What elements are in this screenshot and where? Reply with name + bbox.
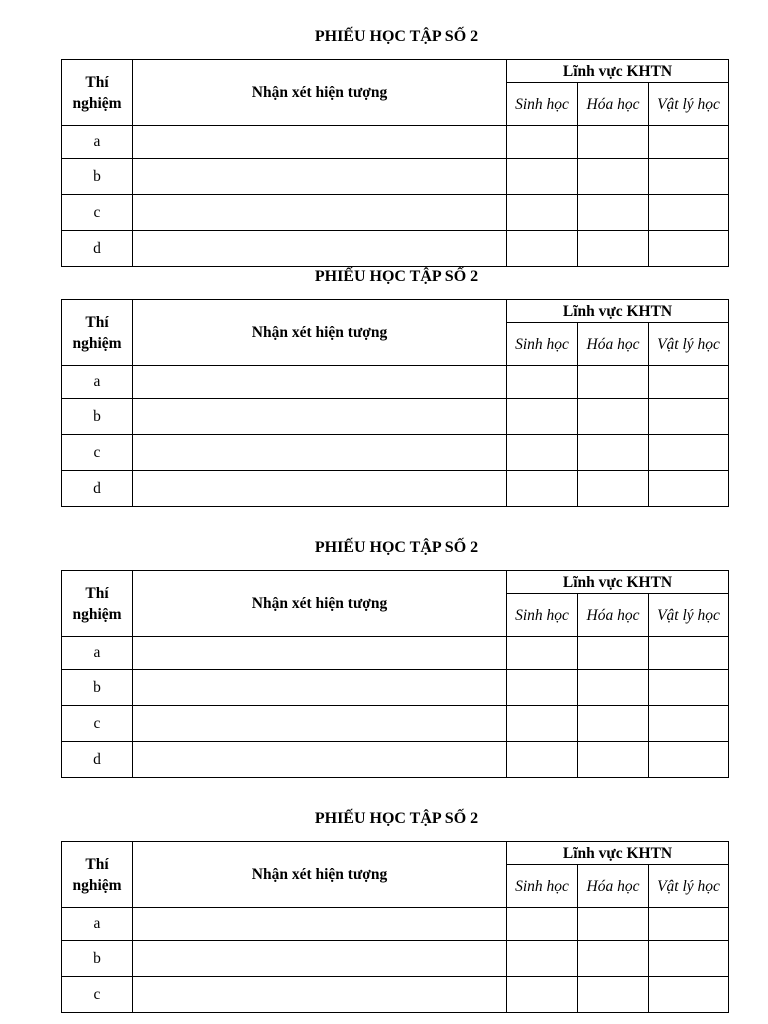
header-physics: Vật lý học (649, 323, 729, 366)
row-label: a (62, 366, 133, 399)
row-label: b (62, 941, 133, 977)
sheet-title: PHIẾU HỌC TẬP SỐ 2 (314, 810, 479, 827)
header-chemistry: Hóa học (578, 323, 649, 366)
header-observation: Nhận xét hiện tượng (133, 842, 507, 908)
header-observation: Nhận xét hiện tượng (133, 60, 507, 126)
header-experiment: Thí nghiệm (62, 842, 133, 908)
chemistry-cell[interactable] (578, 908, 649, 941)
header-observation: Nhận xét hiện tượng (133, 571, 507, 637)
row-label: c (62, 706, 133, 742)
sheet-title: PHIẾU HỌC TẬP SỐ 2 (314, 28, 479, 45)
sheet-title: PHIẾU HỌC TẬP SỐ 2 (314, 539, 479, 556)
physics-cell[interactable] (649, 908, 729, 941)
header-field-group: Lĩnh vực KHTN (507, 571, 729, 594)
row-label: b (62, 159, 133, 195)
chemistry-cell[interactable] (578, 977, 649, 1013)
header-experiment: Thí nghiệm (62, 300, 133, 366)
row-label: d (62, 742, 133, 778)
observation-cell[interactable] (133, 977, 507, 1013)
physics-cell[interactable] (649, 941, 729, 977)
header-biology: Sinh học (507, 865, 578, 908)
biology-cell[interactable] (507, 941, 578, 977)
physics-cell[interactable] (649, 977, 729, 1013)
observation-cell[interactable] (133, 941, 507, 977)
header-physics: Vật lý học (649, 594, 729, 637)
header-field-group: Lĩnh vực KHTN (507, 300, 729, 323)
header-observation: Nhận xét hiện tượng (133, 300, 507, 366)
row-label: a (62, 908, 133, 941)
row-label: c (62, 977, 133, 1013)
header-physics: Vật lý học (649, 865, 729, 908)
table-row (62, 977, 729, 1013)
header-chemistry: Hóa học (578, 83, 649, 126)
worksheet-table (61, 841, 729, 1013)
chemistry-cell[interactable] (578, 941, 649, 977)
biology-cell[interactable] (507, 977, 578, 1013)
row-label: b (62, 399, 133, 435)
header-physics: Vật lý học (649, 83, 729, 126)
row-label: c (62, 195, 133, 231)
table-row (62, 941, 729, 977)
header-chemistry: Hóa học (578, 594, 649, 637)
row-label: d (62, 471, 133, 507)
table-row (62, 908, 729, 941)
sheet-title: PHIẾU HỌC TẬP SỐ 2 (314, 268, 479, 285)
header-experiment: Thí nghiệm (62, 60, 133, 126)
header-chemistry: Hóa học (578, 865, 649, 908)
observation-cell[interactable] (133, 908, 507, 941)
row-label: b (62, 670, 133, 706)
biology-cell[interactable] (507, 908, 578, 941)
header-experiment: Thí nghiệm (62, 571, 133, 637)
row-label: a (62, 637, 133, 670)
header-field-group: Lĩnh vực KHTN (507, 60, 729, 83)
header-field-group: Lĩnh vực KHTN (507, 842, 729, 865)
header-biology: Sinh học (507, 594, 578, 637)
header-biology: Sinh học (507, 83, 578, 126)
row-label: d (62, 231, 133, 267)
row-label: c (62, 435, 133, 471)
row-label: a (62, 126, 133, 159)
header-biology: Sinh học (507, 323, 578, 366)
